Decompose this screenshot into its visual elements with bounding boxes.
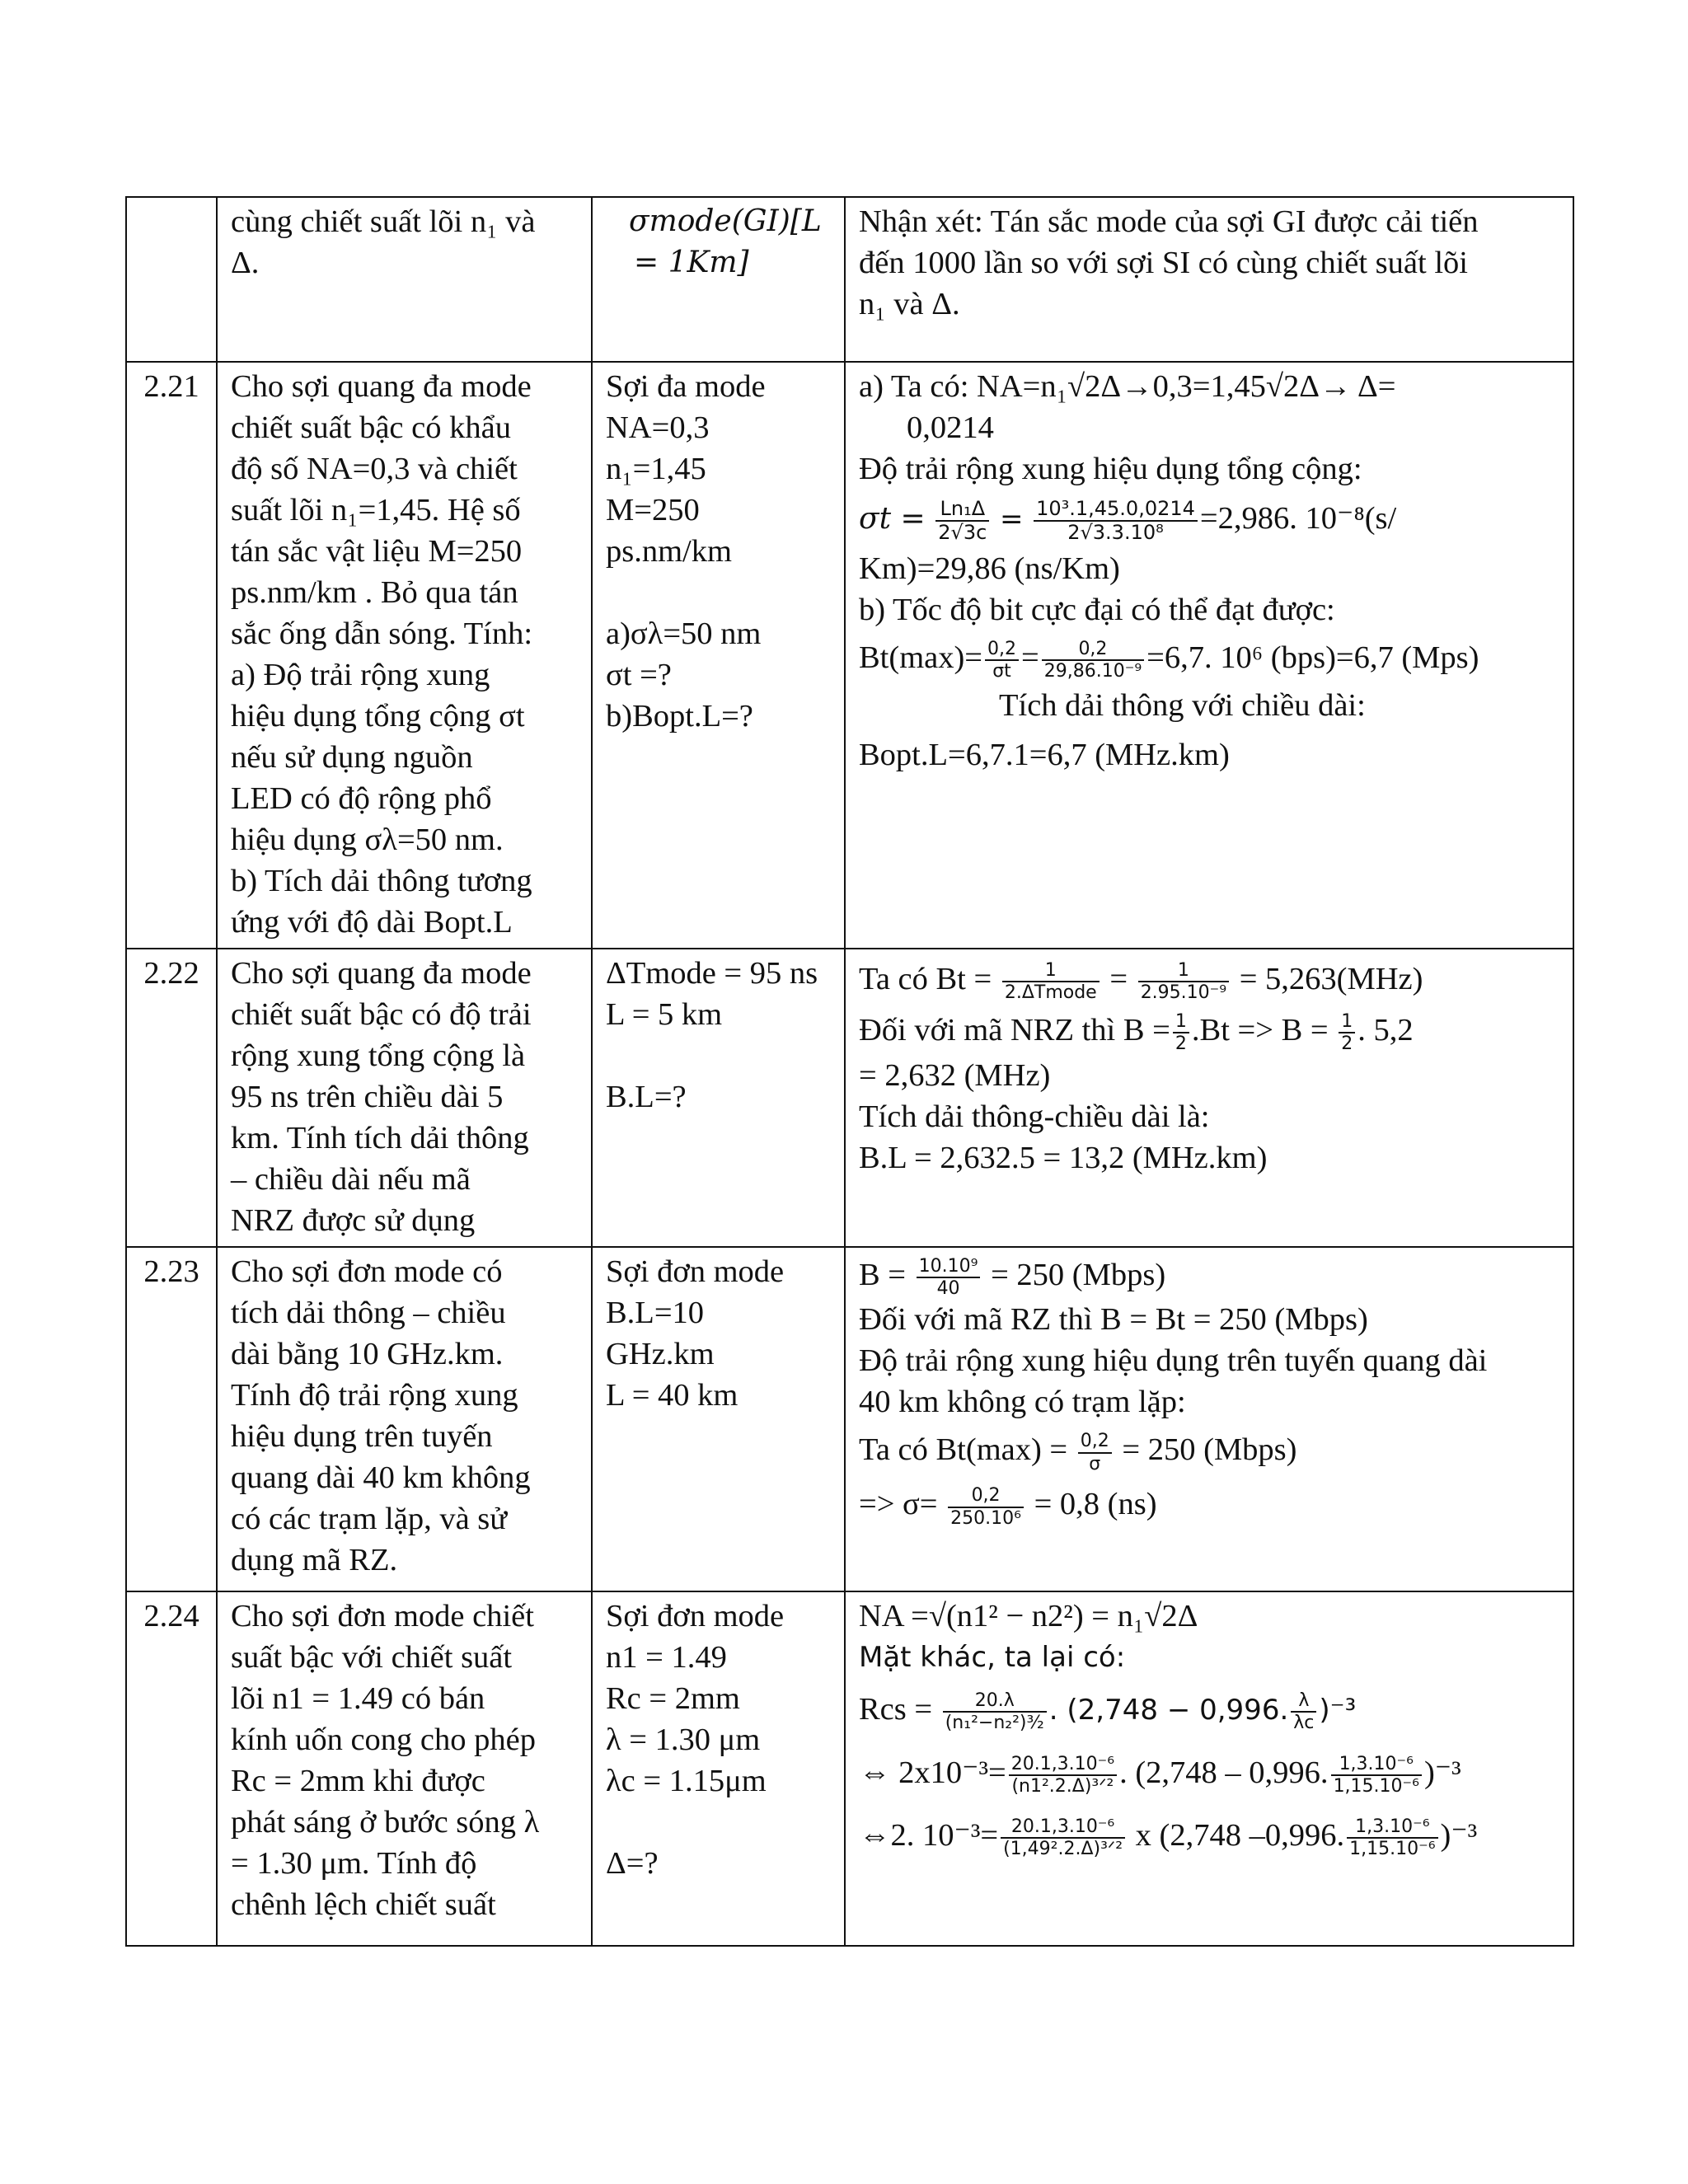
problem-statement: Cho sợi đơn mode có tích dải thông – chiều dài bằng 10 GHz.km. Tính độ trải rộng xung hiệu dụng trên tuyến quang dài 40 km không có các trạm lặp, và sử dụng mã RZ. [217, 1247, 592, 1591]
problem-number: 2.22 [126, 949, 217, 1247]
fraction: $\frac{\lambda}{\lambda c}$ [1291, 1690, 1316, 1734]
fraction: $\frac{\text{10.10⁹}}{40}$ [917, 1256, 981, 1300]
solution: Nhận xét: Tán sắc mode của sợi GI được cải tiến đến 1000 lần so với sợi SI có cùng chiết suất lõi n₁ và Δ. [845, 197, 1573, 362]
table-row [126, 949, 1573, 1247]
fraction: $\frac{\text{Ln₁Δ}}{2√3c}$ [935, 498, 989, 545]
fraction: $\frac{\text{10³.1,45.0,0214}}{\text{2√3.3.10⁸}}$ [1034, 498, 1198, 545]
problem-number: 2.21 [126, 362, 217, 949]
fraction: $\frac{1}{\text{2.95.10⁻⁹}}$ [1138, 960, 1229, 1004]
table-row [126, 197, 1573, 362]
solution: a) Ta có: NA=n₁√2Δ→0,3=1,45√2Δ→ Δ= 0,0214 Độ trải rộng xung hiệu dụng tổng cộng: σt = $\frac{\text{Ln₁Δ}}{2√3c}$ = $\frac{\text{10³.1,45.0,0214}}{\text{2√3.3.10⁸}}$ =2,986. 10⁻⁸(s/ Km)=29,86 (ns/Km) b) Tốc độ bit cực đại có thể đạt được: Bt(max)= $\frac{0,2}{\sigma t}$ = $\frac{0,2}{\text{29,86.10⁻⁹}}$ =6,7. 10⁶ (bps)=6,7 (Mps) Tích dải thông với chiều dài: Bopt.L=6,7.1=6,7 (MHz.km) [845, 362, 1573, 949]
problem-statement: cùng chiết suất lõi n₁ và Δ. [217, 197, 592, 362]
problem-statement: Cho sợi quang đa mode chiết suất bậc có độ trải rộng xung tổng cộng là 95 ns trên chiều dài 5 km. Tính tích dải thông – chiều dài nếu mã NRZ được sử dụng [217, 949, 592, 1247]
problem-number [126, 197, 217, 362]
table-row [126, 362, 1573, 949]
fraction: $\frac{\text{20.1,3.10⁻⁶}}{\text{(1,49².2.Δ)³ᐟ²}}$ [1001, 1816, 1125, 1860]
solution: Ta có Bt = $\frac{1}{\text{2.ΔTmode}}$ = $\frac{1}{\text{2.95.10⁻⁹}}$ = 5,263(MHz) Đối với mã NRZ thì B = $\frac{1}{2}$ .Bt => B = $\frac{1}{2}$ . 5,2 = 2,632 (MHz) Tích dải thông-chiều dài là: B.L = 2,632.5 = 13,2 (MHz.km) [845, 949, 1573, 1247]
solution: B = $\frac{\text{10.10⁹}}{40}$ = 250 (Mbps) Đối với mã RZ thì B = Bt = 250 (Mbps) Độ trải rộng xung hiệu dụng trên tuyến quang dài 40 km không có trạm lặp: Ta có Bt(max) = $\frac{0,2}{\sigma}$ = 250 (Mbps) => σ= $\frac{0,2}{\text{250.10⁶}}$ = 0,8 (ns) [845, 1247, 1573, 1591]
fraction: $\frac{0,2}{\sigma}$ [1078, 1431, 1112, 1474]
fraction: $\frac{0,2}{\sigma t}$ [985, 639, 1019, 682]
fraction: $\frac{\text{1,3.10⁻⁶}}{\text{1,15.10⁻⁶}}$ [1331, 1754, 1422, 1797]
problem-statement: Cho sợi đơn mode chiết suất bậc với chiết suất lõi n1 = 1.49 có bán kính uốn cong cho phép Rc = 2mm khi được phát sáng ở bước sóng λ = 1.30 μm. Tính độ chênh lệch chiết suất [217, 1591, 592, 1946]
table-row [126, 1591, 1573, 1946]
fraction: $\frac{1}{2}$ [1173, 1011, 1189, 1055]
fraction: $\frac{1}{2}$ [1339, 1011, 1355, 1055]
problem-number: 2.23 [126, 1247, 217, 1591]
table-row [126, 1247, 1573, 1591]
fraction: $\frac{20.\lambda}{\text{(n₁²−n₂²)³⁄₂}}$ [943, 1690, 1047, 1734]
fraction: $\frac{1}{\text{2.ΔTmode}}$ [1002, 960, 1100, 1004]
solution: NA =√(n1² − n2²) = n₁√2Δ Mặt khác, ta lại có: Rcs = $\frac{20.\lambda}{\text{(n₁²−n₂²)³⁄₂}}$ . (2,748 − 0,996. $\frac{\lambda}{\lambda c}$ )⁻³ ⇔ 2x10⁻³= $\frac{\text{20.1,3.10⁻⁶}}{\text{(n1².2.Δ)³ᐟ²}}$ . (2,748 – 0,996. $\frac{\text{1,3.10⁻⁶}}{\text{1,15.10⁻⁶}}$ )⁻³ ⇔2. 10⁻³= $\frac{\text{20.1,3.10⁻⁶}}{\text{(1,49².2.Δ)³ᐟ²}}$ x (2,748 –0,996. $\frac{\text{1,3.10⁻⁶}}{\text{1,15.10⁻⁶}}$ )⁻³ [845, 1591, 1573, 1946]
given-data: Sợi đơn mode n1 = 1.49 Rc = 2mm λ = 1.30 μm λc = 1.15μm Δ=? [592, 1591, 845, 1946]
fraction: $\frac{0,2}{\text{250.10⁶}}$ [948, 1485, 1024, 1529]
given-data: σmode(GI)[L = 1Km] [592, 197, 845, 362]
given-data: Sợi đơn mode B.L=10 GHz.km L = 40 km [592, 1247, 845, 1591]
fraction: $\frac{\text{20.1,3.10⁻⁶}}{\text{(n1².2.Δ)³ᐟ²}}$ [1009, 1754, 1117, 1797]
exercise-table [125, 196, 1574, 1947]
fraction: $\frac{\text{1,3.10⁻⁶}}{\text{1,15.10⁻⁶}}$ [1347, 1816, 1437, 1860]
given-data: Sợi đa mode NA=0,3 n₁=1,45 M=250 ps.nm/km a)σλ=50 nm σt =? b)Bopt.L=? [592, 362, 845, 949]
given-data: ΔTmode = 95 ns L = 5 km B.L=? [592, 949, 845, 1247]
fraction: $\frac{0,2}{\text{29,86.10⁻⁹}}$ [1042, 639, 1144, 682]
problem-number: 2.24 [126, 1591, 217, 1946]
problem-statement: Cho sợi quang đa mode chiết suất bậc có khẩu độ số NA=0,3 và chiết suất lõi n₁=1,45. Hệ số tán sắc vật liệu M=250 ps.nm/km . Bỏ qua tán sắc ống dẫn sóng. Tính: a) Độ trải rộng xung hiệu dụng tổng cộng σt nếu sử dụng nguồn LED có độ rộng phổ hiệu dụng σλ=50 nm. b) Tích dải thông tương ứng với độ dài Bopt.L [217, 362, 592, 949]
